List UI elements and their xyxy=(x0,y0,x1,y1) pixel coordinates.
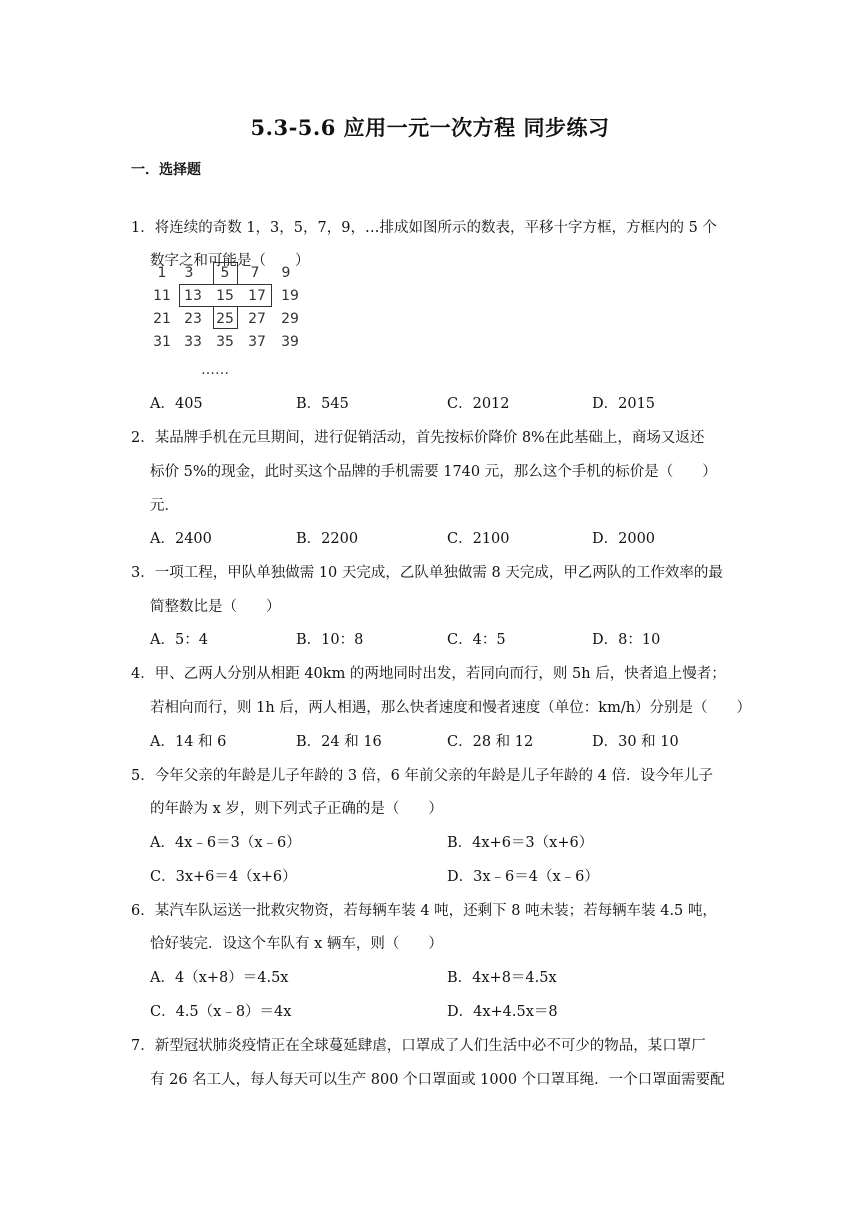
q1-option-b: B．545 xyxy=(296,396,349,412)
question-1-line-2: 数字之和可能是（ ） xyxy=(150,253,310,269)
table-cell: 3 xyxy=(184,265,194,281)
q3-option-a: A．5：4 xyxy=(150,632,208,648)
table-cell: 25 xyxy=(216,311,234,327)
table-cell: 7 xyxy=(250,265,260,281)
question-5-line-2: 的年龄为 x 岁，则下列式子正确的是（ ） xyxy=(150,801,443,817)
question-6-line-2: 恰好装完．设这个车队有 x 辆车，则（ ） xyxy=(150,936,443,952)
q5-option-d: D．3x﹣6＝4（x﹣6） xyxy=(447,869,599,885)
table-cell: 5 xyxy=(220,265,230,281)
question-4-line-2: 若相向而行，则 1h 后，两人相遇，那么快者速度和慢者速度（单位：km/h）分别是（ ） xyxy=(150,700,752,716)
table-ellipsis: …… xyxy=(201,362,229,378)
table-cell: 31 xyxy=(153,334,171,350)
question-7-line-1: 7．新型冠状肺炎疫情正在全球蔓延肆虐，口罩成了人们生活中必不可少的物品，某口罩厂 xyxy=(131,1038,706,1054)
q6-option-d: D．4x+4.5x＝8 xyxy=(447,1004,558,1020)
q1-option-a: A．405 xyxy=(150,396,203,412)
section-heading: 一．选择题 xyxy=(131,162,201,178)
question-1-line-1: 1．将连续的奇数 1，3，5，7，9，…排成如图所示的数表，平移十字方框，方框内的 5 个 xyxy=(131,220,717,236)
page-title: 5.3-5.6 应用一元一次方程 同步练习 xyxy=(250,115,610,140)
q5-option-b: B．4x+6＝3（x+6） xyxy=(447,835,594,851)
q1-option-c: C．2012 xyxy=(447,396,510,412)
q2-option-b: B．2200 xyxy=(296,531,359,547)
table-cell: 17 xyxy=(248,288,266,304)
q4-option-a: A．14 和 6 xyxy=(150,734,227,750)
table-cell: 1 xyxy=(157,265,167,281)
q6-option-c: C．4.5（x﹣8）＝4x xyxy=(150,1004,292,1020)
table-cell: 11 xyxy=(153,288,171,304)
table-cell: 27 xyxy=(248,311,266,327)
q3-option-b: B．10：8 xyxy=(296,632,364,648)
q5-option-a: A．4x﹣6＝3（x﹣6） xyxy=(150,835,301,851)
table-cell: 35 xyxy=(216,334,234,350)
q2-option-a: A．2400 xyxy=(150,531,212,547)
question-6-line-1: 6．某汽车队运送一批救灾物资，若每辆车装 4 吨，还剩下 8 吨未装；若每辆车装 4.5 吨， xyxy=(131,903,717,919)
question-5-line-1: 5．今年父亲的年龄是儿子年龄的 3 倍，6 年前父亲的年龄是儿子年龄的 4 倍．设今年儿子 xyxy=(131,768,713,784)
question-2-line-1: 2．某品牌手机在元旦期间，进行促销活动，首先按标价降价 8%在此基础上，商场又返还 xyxy=(131,430,705,446)
q2-option-d: D．2000 xyxy=(592,531,656,547)
table-cell: 9 xyxy=(281,265,291,281)
question-2-line-3: 元． xyxy=(150,498,179,514)
table-cell: 39 xyxy=(281,334,299,350)
table-cell: 23 xyxy=(184,311,202,327)
q2-option-c: C．2100 xyxy=(447,531,510,547)
table-cell: 15 xyxy=(216,288,234,304)
table-cell: 19 xyxy=(281,288,299,304)
question-4-line-1: 4．甲、乙两人分别从相距 40km 的两地同时出发，若同向而行，则 5h 后，快者追上慢者； xyxy=(131,666,726,682)
question-3-line-2: 简整数比是（ ） xyxy=(150,599,281,615)
table-cell: 33 xyxy=(184,334,202,350)
q3-option-d: D．8：10 xyxy=(592,632,661,648)
q3-option-c: C．4：5 xyxy=(447,632,506,648)
table-cell: 21 xyxy=(153,311,171,327)
table-cell: 13 xyxy=(184,288,202,304)
q1-option-d: D．2015 xyxy=(592,396,656,412)
q6-option-b: B．4x+8＝4.5x xyxy=(447,970,557,986)
question-7-line-2: 有 26 名工人，每人每天可以生产 800 个口罩面或 1000 个口罩耳绳．一个口罩面需要配 xyxy=(150,1072,725,1088)
odd-number-table xyxy=(150,262,320,382)
q4-option-d: D．30 和 10 xyxy=(592,734,679,750)
question-3-line-1: 3．一项工程，甲队单独做需 10 天完成，乙队单独做需 8 天完成，甲乙两队的工作效率的最 xyxy=(131,565,723,581)
table-cell: 37 xyxy=(248,334,266,350)
table-cell: 29 xyxy=(281,311,299,327)
q6-option-a: A．4（x+8）＝4.5x xyxy=(150,970,289,986)
q4-option-c: C．28 和 12 xyxy=(447,734,534,750)
q4-option-b: B．24 和 16 xyxy=(296,734,382,750)
q5-option-c: C．3x+6＝4（x+6） xyxy=(150,869,297,885)
question-2-line-2: 标价 5%的现金，此时买这个品牌的手机需要 1740 元，那么这个手机的标价是（ ） xyxy=(150,464,717,480)
